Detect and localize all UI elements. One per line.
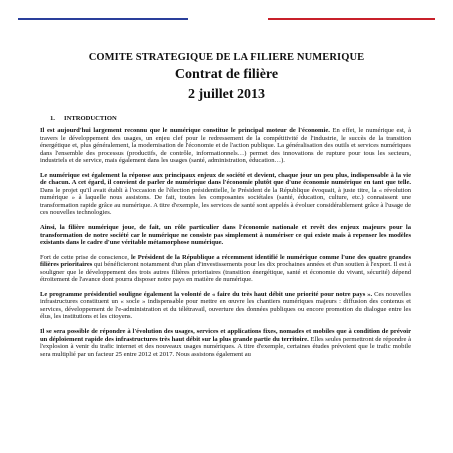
paragraph-5 <box>40 291 411 321</box>
paragraph-4-text-a: Fort de cette prise de conscience, <box>40 253 131 261</box>
document-body <box>40 127 411 365</box>
paragraph-6 <box>40 328 411 358</box>
paragraph-5-text: Ces nouvelles infrastructures constituent un « socle » indispensable pour mettre en œuvre les chantiers numériques majeurs : diffusion des contenus et services, développement de l'e-administration et du télétravail, ouverture des données publiques ou encore promotion du dialogue entre les élus, les institutions et les citoyens. <box>40 290 411 321</box>
paragraph-1 <box>40 127 411 165</box>
paragraph-4-bold: le Président de la République a récemment identifié le numérique comme l'une des quatre grandes filières prioritaires <box>40 253 411 269</box>
paragraph-6-text: Elles seules permettront de répondre à l'explosion à venir du trafic internet et des nouveaux usages numériques. A titre d'exemple, certaines études prévoient que le trafic mobile sera multiplié par un facteur 25 entre 2012 et 2017. Nous assistons également au <box>40 335 411 358</box>
paragraph-2 <box>40 172 411 217</box>
paragraph-5-bold: Le programme présidentiel souligne également la volonté de « faire du très haut débit une priorité pour notre pays ». <box>40 290 373 298</box>
paragraph-2-bold: Le numérique est également la réponse aux principaux enjeux de société et devient, chaque jour un peu plus, indispensable à la vie de chacun. A cet égard, il convient de parler de numérique dans l'économie plutôt que d'une économie numérique en tant que telle. <box>40 171 411 187</box>
document-date: 2 juillet 2013 <box>188 87 265 102</box>
section-number: 1. <box>50 115 55 122</box>
flag-bar-red <box>268 18 435 20</box>
paragraph-3 <box>40 224 411 247</box>
flag-bar-blue <box>18 18 188 20</box>
paragraph-2-text: Dans le projet qu'il avait établi à l'occasion de l'élection présidentielle, le Président de la République évoquait, à juste titre, la « révolution numérique » à laquelle nous assistons. De fait, toutes les composantes sociétales (santé, éducation, culture, etc.) connaissent une transformation rapide grâce au numérique. A titre d'exemple, les services de santé sont appelés à évoluer considérablement grâce à l'usage de ces nouvelles technologies. <box>40 186 411 217</box>
paragraph-4-text-b: qui bénéficieront notamment d'un plan d'investissements pour les dix prochaines années et d'un soutien à l'export. Il est à souligner que le développement des trois autres filières prioritaires (transition énergétique, santé et économie du vivant, sécurité) dépend étroitement de l'avance dont pourra disposer notre pays en matière de numérique. <box>40 261 411 284</box>
flag-bar-white <box>188 18 268 20</box>
paragraph-6-bold: Il se sera possible de répondre à l'évolution des usages, services et applications fixes, nomades et mobiles que à condition de prévoir un déploiement rapide des infrastructures très haut débit sur la plus grande partie du territoire. <box>40 328 411 343</box>
paragraph-1-bold: Il est aujourd'hui largement reconnu que le numérique constitue le principal moteur de l'économie. <box>40 127 330 134</box>
paragraph-1-text: En effet, le numérique est, à travers le développement des usages, un enjeu clef pour le redressement de la compétitivité de l'industrie, le succès de la transition énergétique et, plus généralement, la modernisation de l'économie et de l'action publique. La généralisation des outils et services numériques dans l'ensemble des processus (productifs, de contrôle, informationnels…) permet des innovations de rupture pour tous les secteurs, industriels et de service, mais également dans les usages (santé, administration, éducation…). <box>40 127 411 165</box>
section-title: INTRODUCTION <box>64 115 117 122</box>
paragraph-4 <box>40 254 411 284</box>
organization-heading: COMITE STRATEGIQUE DE LA FILIERE NUMERIQUE <box>88 52 365 63</box>
document-title: Contrat de filière <box>174 67 279 82</box>
paragraph-3-bold: Ainsi, la filière numérique joue, de fait, un rôle particulier dans l'économie nationale et revêt des enjeux majeurs pour la transformation de notre société car le numérique ne consiste pas simplement à numériser ce qui existe mais à repenser les modèles existants dans le cadre d'une véritable métamorphose numérique. <box>40 224 411 247</box>
section-heading <box>50 115 117 122</box>
